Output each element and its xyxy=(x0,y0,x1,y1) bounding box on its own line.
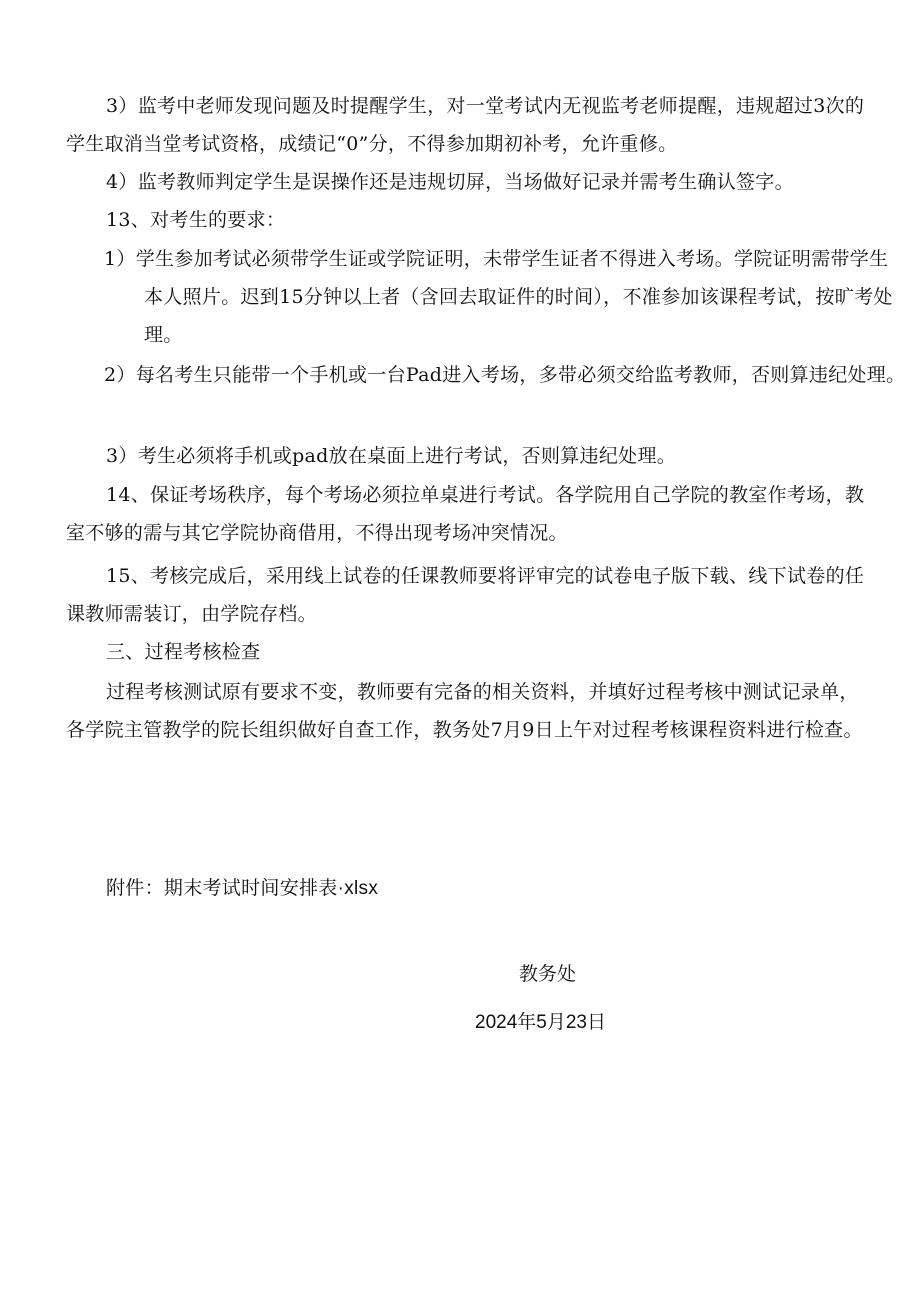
section-13-heading: 13、对考生的要求： xyxy=(106,209,286,231)
paragraph-item-3-invigilation: 3）监考中老师发现问题及时提醒学生，对一堂考试内无视监考老师提醒，违规超过3次的学生取消当堂考试资格，成绩记“0”分，不得参加期初补考，允许重修。 xyxy=(66,95,865,155)
signature-date: 2024年5月23日 xyxy=(475,1012,606,1033)
section-3-heading: 三、过程考核检查 xyxy=(106,641,261,663)
process-check-paragraph: 过程考核测试原有要求不变，教师要有完备的相关资料，并填好过程考核中测试记录单，各学院主管教学的院长组织做好自查工作，教务处7月9日上午对过程考核课程资料进行检查。 xyxy=(66,681,863,741)
section-15-paragraph: 15、考核完成后，采用线上试卷的任课教师要将评审完的试卷电子版下载、线下试卷的任课教师需装订，由学院存档。 xyxy=(66,565,865,625)
section-14-paragraph: 14、保证考场秩序，每个考场必须拉单桌进行考试。各学院用自己学院的教室作考场，教室不够的需与其它学院协商借用，不得出现考场冲突情况。 xyxy=(66,484,865,544)
paragraph-candidate-rule-1: 1）学生参加考试必须带学生证或学院证明，未带学生证者不得进入考场。学院证明需带学生本人照片。迟到15分钟以上者（含回去取证件的时间），不准参加该课程考试，按旷考处理。 xyxy=(104,248,893,346)
paragraph-candidate-rule-2: 2）每名考生只能带一个手机或一台Pad进入考场，多带必须交给监考教师，否则算违纪处理。 xyxy=(104,364,906,386)
attachment-line: 附件：期末考试时间安排表·xlsx xyxy=(106,878,379,899)
signature-office: 教务处 xyxy=(519,963,577,985)
paragraph-candidate-rule-3: 3）考生必须将手机或pad放在桌面上进行考试，否则算违纪处理。 xyxy=(106,445,677,467)
paragraph-item-4-invigilation: 4）监考教师判定学生是误操作还是违规切屏，当场做好记录并需考生确认签字。 xyxy=(106,171,794,193)
